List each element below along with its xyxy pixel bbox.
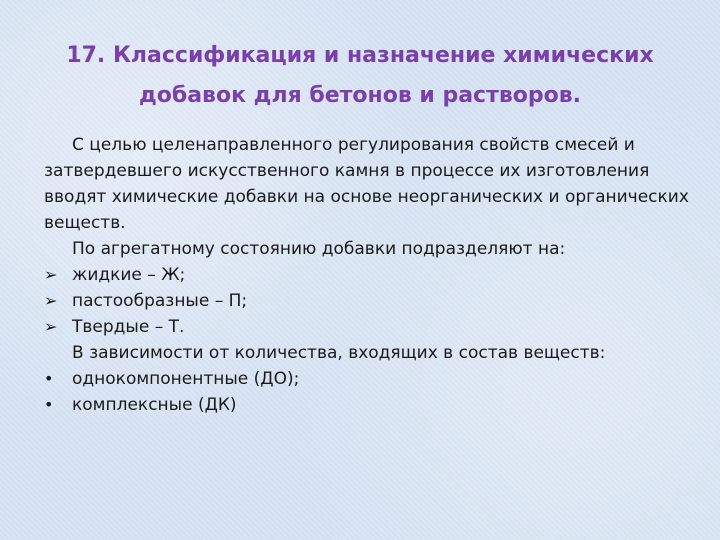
list-item-text: комплексные (ДК) bbox=[72, 395, 237, 415]
state-heading: По агрегатному состоянию добавки подразделяют на: bbox=[72, 239, 566, 259]
list-item-text: пастообразные – П; bbox=[72, 291, 248, 311]
bullet-icon: • bbox=[44, 369, 54, 388]
slide-body bbox=[44, 132, 694, 418]
arrow-icon: ➢ bbox=[44, 317, 58, 336]
intro-paragraph: С целью целенаправленного регулирования свойств смесей и затвердевшего искусственного камня в процессе их изготовления вводят химические добавки на основе неорганических и органических веществ. bbox=[44, 135, 689, 233]
list-item bbox=[44, 366, 694, 392]
composition-heading: В зависимости от количества, входящих в состав веществ: bbox=[72, 343, 606, 363]
list-item bbox=[44, 288, 694, 314]
bullet-icon: • bbox=[44, 395, 54, 414]
arrow-icon: ➢ bbox=[44, 265, 58, 284]
list-item-text: Твердые – Т. bbox=[72, 317, 185, 337]
slide-title: 17. Классификация и назначение химических добавок для бетонов и растворов. bbox=[66, 43, 654, 108]
list-item bbox=[44, 314, 694, 340]
arrow-icon: ➢ bbox=[44, 291, 58, 310]
list-item bbox=[44, 262, 694, 288]
list-item-text: однокомпонентные (ДО); bbox=[72, 369, 300, 389]
list-item-text: жидкие – Ж; bbox=[72, 265, 186, 285]
list-item bbox=[44, 392, 694, 418]
